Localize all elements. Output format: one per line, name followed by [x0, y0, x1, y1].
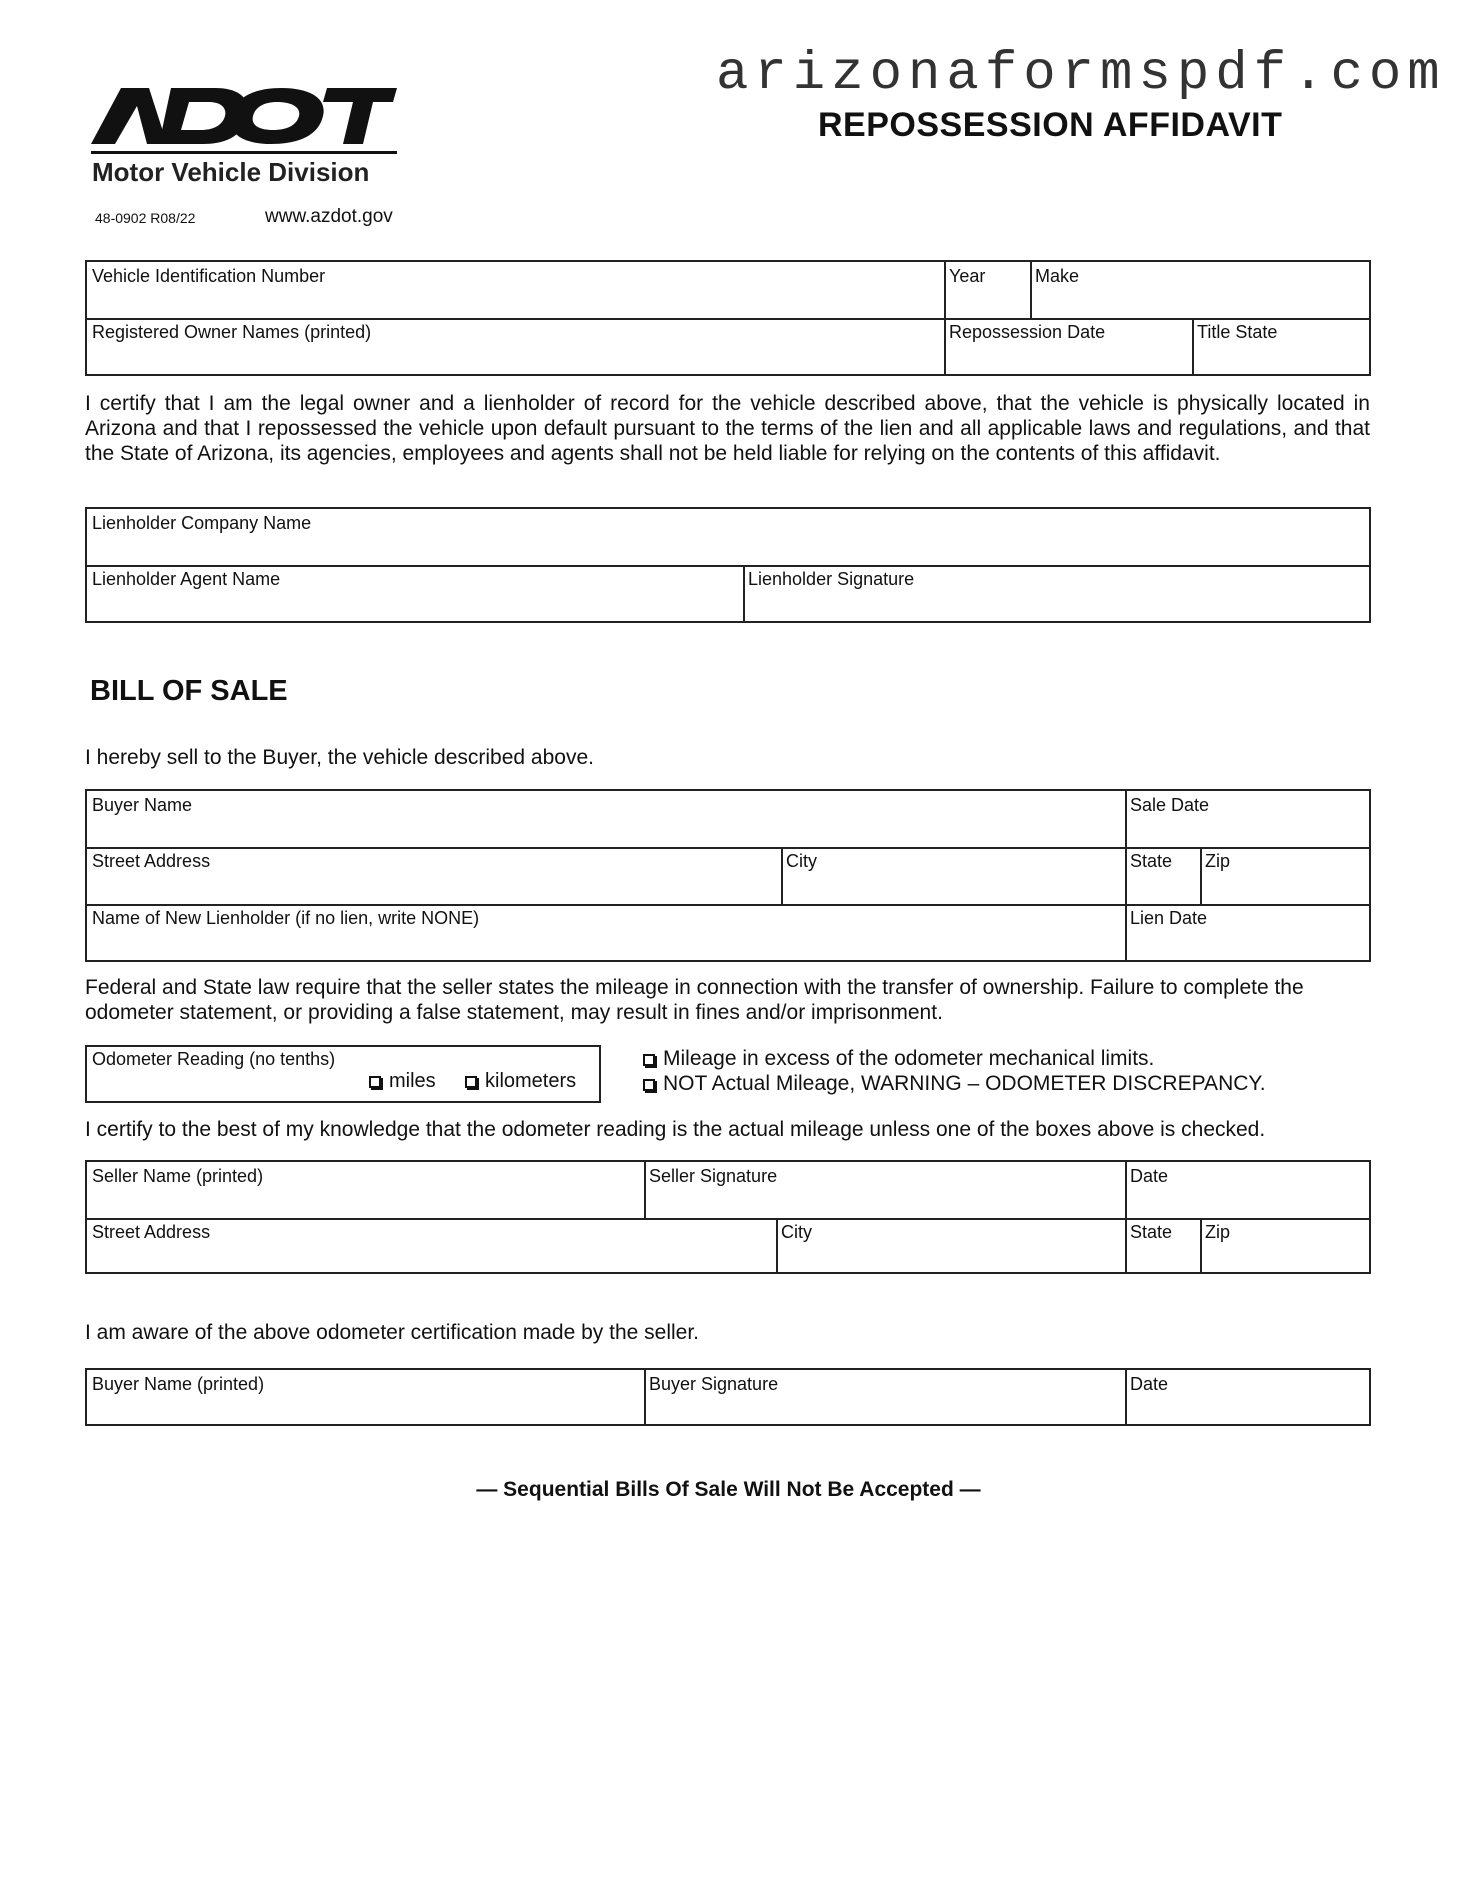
buyer-name-label: Buyer Name [92, 795, 193, 815]
certification-text: I certify that I am the legal owner and a lienholder of record for the vehicle described above, that the vehicle is physically located in Arizona and that I repossessed the vehicle upon default pursuant to the terms of the lien and all applicable laws and regulations, and that the State of Arizona, its agencies, employees and agents shall not be held liable for relying on the contents of this affidavit. [85, 392, 1370, 465]
excess-mileage-checkbox[interactable] [643, 1047, 1154, 1071]
bill-of-sale-heading: BILL OF SALE [90, 675, 288, 707]
seller-signature-label: Seller Signature [649, 1166, 778, 1186]
seller-table [85, 1160, 1371, 1274]
buyer-acknowledgement-table [85, 1368, 1371, 1426]
year-field[interactable] [944, 262, 1030, 318]
checkbox-icon [369, 1076, 381, 1088]
division-name: Motor Vehicle Division [92, 157, 370, 187]
bill-of-sale-intro: I hereby sell to the Buyer, the vehicle described above. [85, 746, 594, 769]
buyer-city-field[interactable] [781, 847, 1125, 904]
lienholder-company-field[interactable] [87, 509, 1369, 565]
buyer-signature-label: Buyer Signature [649, 1374, 779, 1394]
lienholder-agent-label: Lienholder Agent Name [92, 569, 281, 589]
buyer-city-label: City [786, 851, 817, 871]
vin-label: Vehicle Identification Number [92, 266, 326, 286]
odometer-certify-text: I certify to the best of my knowledge that the odometer reading is the actual mileage unless one of the boxes above is checked. [85, 1118, 1266, 1141]
repossession-date-field[interactable] [944, 318, 1192, 374]
seller-street-label: Street Address [92, 1222, 211, 1242]
kilometers-label: kilometers [485, 1070, 577, 1092]
kilometers-checkbox[interactable] [465, 1070, 576, 1093]
buyer-table [85, 789, 1371, 962]
year-label: Year [949, 266, 986, 286]
buyer-date-field[interactable] [1125, 1370, 1369, 1424]
odometer-reading-label: Odometer Reading (no tenths) [92, 1049, 336, 1069]
vin-field[interactable] [87, 262, 944, 318]
sequential-bills-notice: — Sequential Bills Of Sale Will Not Be Accepted — [476, 1478, 981, 1501]
miles-checkbox[interactable] [369, 1070, 436, 1093]
buyer-date-label: Date [1130, 1374, 1169, 1394]
new-lienholder-label: Name of New Lienholder (if no lien, write NONE) [92, 908, 480, 928]
not-actual-mileage-label: NOT Actual Mileage, WARNING – ODOMETER DISCREPANCY. [663, 1072, 1266, 1095]
buyer-acknowledgement-text: I am aware of the above odometer certification made by the seller. [85, 1321, 699, 1344]
make-label: Make [1035, 266, 1080, 286]
vehicle-info-table [85, 260, 1371, 376]
lien-date-label: Lien Date [1130, 908, 1208, 928]
checkbox-icon [465, 1076, 477, 1088]
owner-names-field[interactable] [87, 318, 944, 374]
sale-date-field[interactable] [1125, 791, 1369, 847]
odometer-law-text: Federal and State law require that the seller states the mileage in connection with the transfer of ownership. Failure to complete the odometer statement, or providing a false statement, may result in fines and/or imprisonment. [85, 976, 1304, 1024]
seller-name-field[interactable] [87, 1162, 644, 1218]
seller-state-field[interactable] [1125, 1218, 1200, 1272]
lienholder-table [85, 507, 1371, 623]
buyer-state-label: State [1130, 851, 1173, 871]
lienholder-signature-label: Lienholder Signature [748, 569, 915, 589]
checkbox-icon [643, 1079, 655, 1091]
form-title: REPOSSESSION AFFIDAVIT [818, 106, 1283, 144]
buyer-street-label: Street Address [92, 851, 211, 871]
sale-date-label: Sale Date [1130, 795, 1210, 815]
seller-state-label: State [1130, 1222, 1173, 1242]
seller-date-label: Date [1130, 1166, 1169, 1186]
lienholder-company-label: Lienholder Company Name [92, 513, 312, 533]
buyer-printed-name-label: Buyer Name (printed) [92, 1374, 265, 1394]
buyer-zip-field[interactable] [1200, 847, 1369, 904]
seller-street-field[interactable] [87, 1218, 776, 1272]
seller-zip-field[interactable] [1200, 1218, 1369, 1272]
buyer-street-field[interactable] [87, 847, 781, 904]
title-state-field[interactable] [1192, 318, 1369, 374]
odometer-reading-box [85, 1045, 601, 1103]
seller-signature-field[interactable] [644, 1162, 1125, 1218]
repossession-date-label: Repossession Date [949, 322, 1106, 342]
website-link[interactable]: www.azdot.gov [265, 206, 393, 227]
seller-date-field[interactable] [1125, 1162, 1369, 1218]
make-field[interactable] [1030, 262, 1369, 318]
not-actual-mileage-checkbox[interactable] [643, 1072, 1266, 1096]
buyer-zip-label: Zip [1205, 851, 1231, 871]
new-lienholder-field[interactable] [87, 904, 1125, 960]
seller-city-field[interactable] [776, 1218, 1125, 1272]
watermark: arizonaformspdf.com [716, 44, 1446, 105]
lienholder-signature-field[interactable] [743, 565, 1369, 621]
seller-name-label: Seller Name (printed) [92, 1166, 264, 1186]
buyer-printed-name-field[interactable] [87, 1370, 644, 1424]
excess-mileage-label: Mileage in excess of the odometer mechanical limits. [663, 1047, 1155, 1070]
buyer-name-field[interactable] [87, 791, 1125, 847]
checkbox-icon [643, 1054, 655, 1066]
seller-city-label: City [781, 1222, 812, 1242]
seller-zip-label: Zip [1205, 1222, 1231, 1242]
lienholder-agent-field[interactable] [87, 565, 743, 621]
lien-date-field[interactable] [1125, 904, 1369, 960]
owner-names-label: Registered Owner Names (printed) [92, 322, 372, 342]
adot-logo [91, 88, 397, 160]
buyer-signature-field[interactable] [644, 1370, 1125, 1424]
miles-label: miles [389, 1070, 436, 1092]
buyer-state-field[interactable] [1125, 847, 1200, 904]
form-number: 48-0902 R08/22 [95, 210, 196, 226]
title-state-label: Title State [1197, 322, 1278, 342]
